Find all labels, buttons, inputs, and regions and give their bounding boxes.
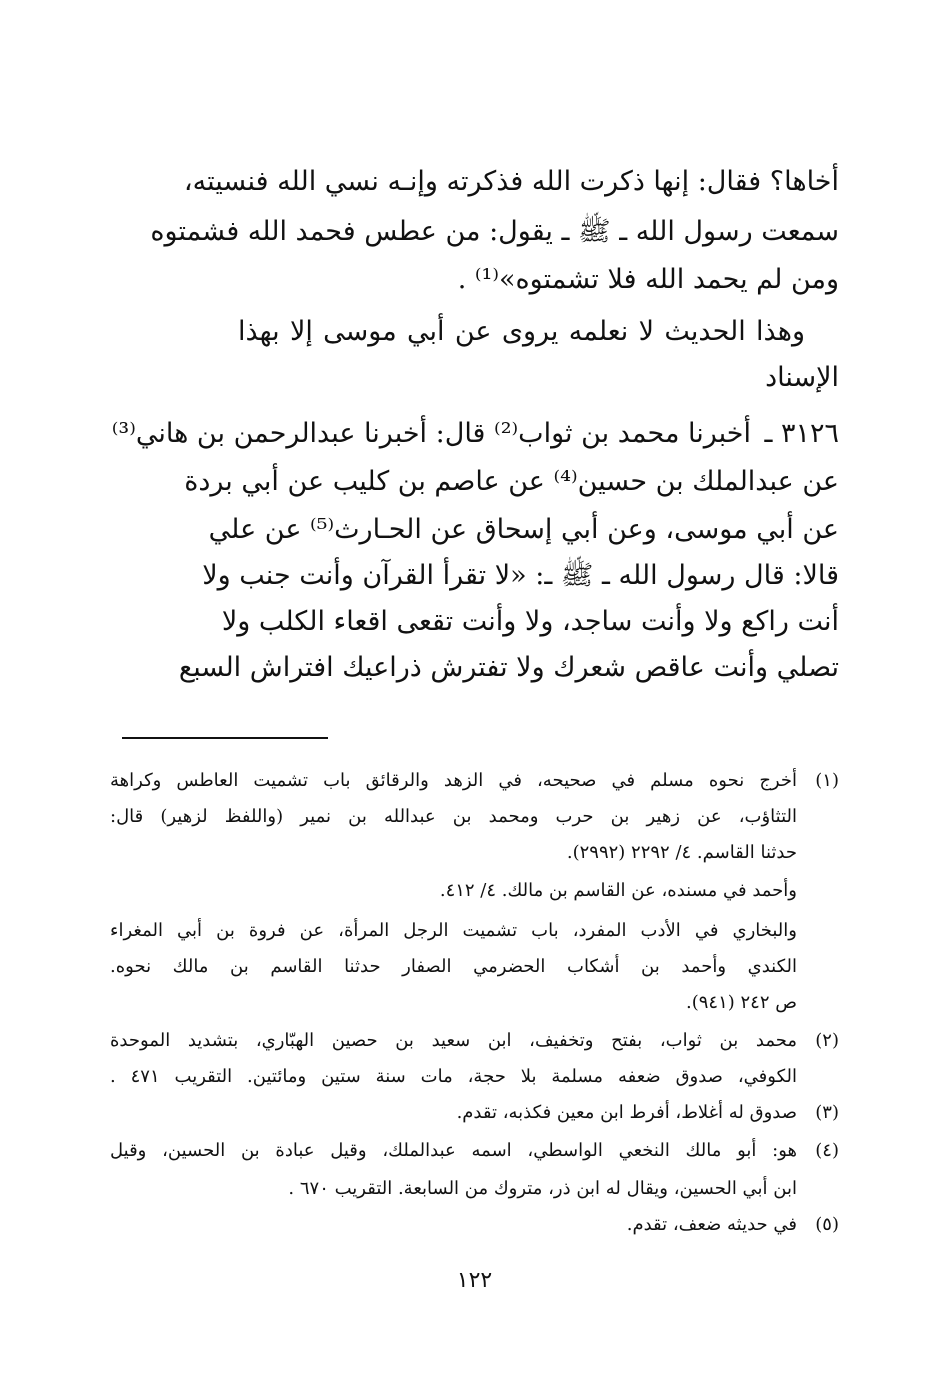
- footnote-line: التثاؤب، عن زهير بن حرب ومحمد بن عبدالله بن نمير (واللفظ لزهير) قال:: [110, 806, 797, 827]
- footnote-text: صدوق له أغلاط، أفرط ابن معين فكذبه، تقدم.: [456, 1102, 797, 1123]
- footnote-line: وأحمد في مسنده، عن القاسم بن مالك. ٤/ ٤١٢.: [439, 880, 797, 901]
- body-line: الإسناد: [765, 362, 839, 393]
- body-line: أنت راكع ولا وأنت ساجد، ولا وأنت تقعى اقعاء الكلب ولا: [221, 606, 839, 637]
- footnote-text: هو: أبو مالك النخعي الواسطي، اسمه عبدالملك، وقيل عبادة بن الحسين، وقيل: [110, 1140, 797, 1161]
- footnote-number: (٤): [815, 1140, 839, 1161]
- body-line: عن أبي موسى، وعن أبي إسحاق عن الحـارث⁽⁵⁾ عن علي: [208, 514, 839, 545]
- footnote-line: ص ٢٤٢ (٩٤١).: [685, 992, 797, 1013]
- body-line: أخاها؟ فقال: إنها ذكرت الله فذكرته وإنـه نسي الله فنسيته،: [183, 166, 839, 197]
- footnote-text: محمد بن ثواب، بفتح وتخفيف، ابن سعيد بن حصين الهبّاري، بتشديد الموحدة: [110, 1030, 797, 1051]
- body-line: عن عبدالملك بن حسين⁽⁴⁾ عن عاصم بن كليب عن أبي بردة: [184, 466, 839, 497]
- footnote-line: ابن أبي الحسين، ويقال له ابن ذر، متروك من السابعة. التقريب ٦٧٠ .: [288, 1178, 797, 1199]
- body-line: سمعت رسول الله ـ ﷺ ـ يقول: من عطس فحمد الله فشمتوه: [150, 216, 839, 247]
- body-line: قالا: قال رسول الله ـ ﷺ ـ: «لا تقرأ القرآن وأنت جنب ولا: [202, 560, 839, 591]
- footnote-line: حدثنا القاسم. ٤/ ٢٢٩٢ (٢٩٩٢).: [566, 842, 797, 863]
- body-line: تصلي وأنت عاقص شعرك ولا تفترش ذراعيك افتراش السبع: [178, 652, 839, 683]
- body-line: ومن لم يحمد الله فلا تشمتوه»⁽¹⁾ .: [457, 264, 839, 295]
- hadith-number: ٣١٢٦ ـ: [764, 418, 839, 449]
- footnote-number: (٥): [815, 1214, 839, 1235]
- footnote-number: (٢): [815, 1030, 839, 1051]
- footnote-line: والبخاري في الأدب المفرد، باب تشميت الرجل المرأة، عن فروة بن أبي المغراء: [110, 920, 797, 941]
- body-line: وهذا الحديث لا نعلمه يروى عن أبي موسى إلا بهذا: [238, 316, 805, 347]
- footnote-number: (١): [815, 770, 839, 791]
- page-number: ١٢٢: [456, 1268, 493, 1293]
- footnote-divider: [122, 737, 328, 739]
- hadith-first-line-text: أخبرنا محمد بن ثواب⁽²⁾ قال: أخبرنا عبدالرحمن بن هاني⁽³⁾: [111, 418, 751, 449]
- footnote-number: (٣): [815, 1102, 839, 1123]
- footnote-line: الكوفي، صدوق ضعفه مسلمة بلا حجة، مات سنة ستين ومائتين. التقريب ٤٧١ .: [110, 1066, 797, 1087]
- footnote-line: الكندي وأحمد بن أشكاب الحضرمي الصفار حدثنا القاسم بن مالك نحوه.: [110, 956, 797, 977]
- footnote-text: أخرج نحوه مسلم في صحيحه، في الزهد والرقائق باب تشميت العاطس وكراهة: [110, 770, 797, 791]
- footnote-text: في حديثه ضعف، تقدم.: [626, 1214, 797, 1235]
